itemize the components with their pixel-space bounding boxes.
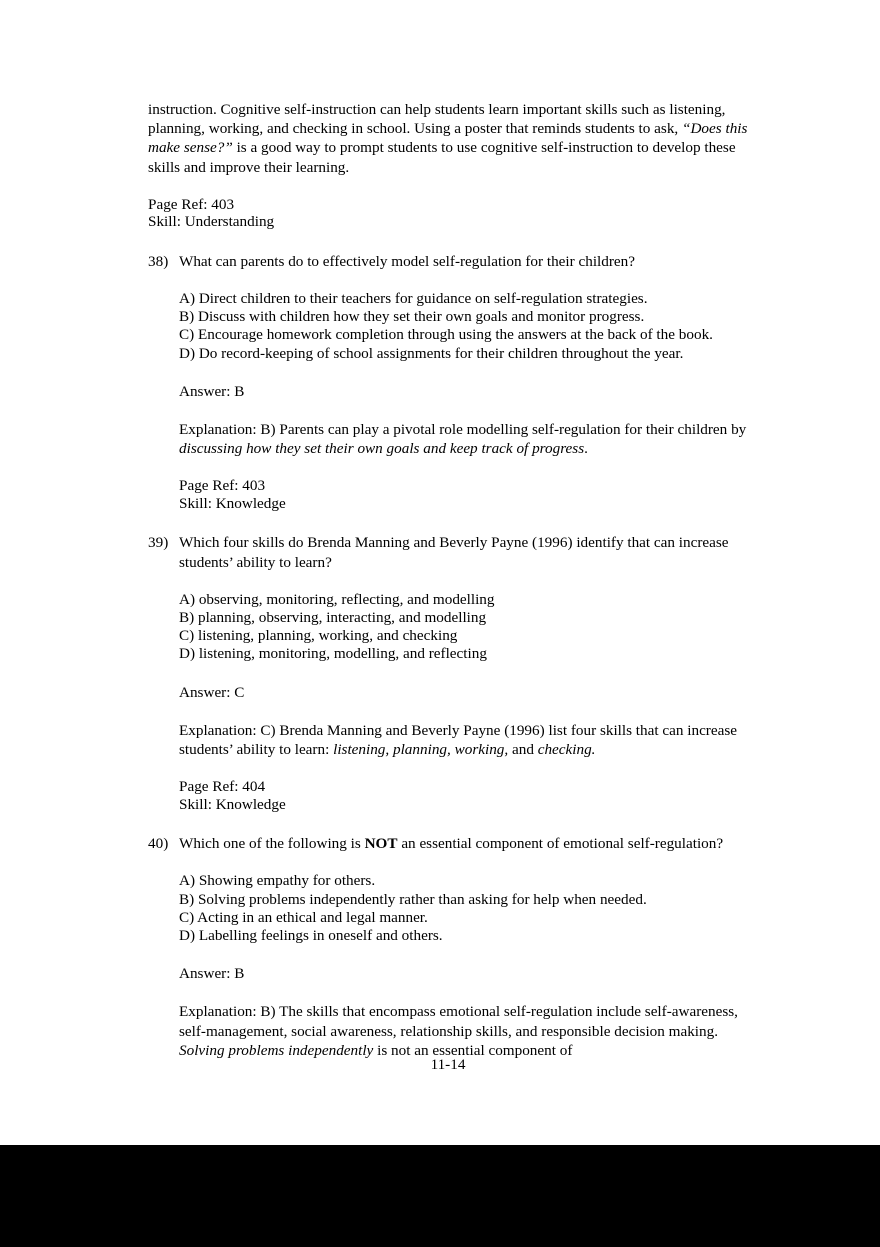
option-b[interactable]: B) Discuss with children how they set their own goals and monitor progress. — [179, 308, 645, 326]
question-39-answer: Answer: C — [179, 683, 245, 701]
explanation-tail: is not an essential component of — [377, 1041, 573, 1059]
question-39-skill: Skill: Knowledge — [179, 795, 286, 813]
continued-paragraph-text-after: is a good way to prompt students to use cognitive self-instruction to develop these skills and improve their learning. — [148, 139, 736, 176]
question-39 — [148, 533, 748, 571]
explanation-italic: discussing how they set their own goals and keep track of progress — [179, 440, 585, 458]
question-39-number: 39) — [148, 534, 169, 552]
question-38 — [148, 252, 748, 271]
explanation-tail: . — [584, 440, 588, 458]
question-40 — [148, 834, 748, 853]
page-content — [148, 100, 748, 1073]
question-38-skill: Skill: Knowledge — [179, 494, 286, 512]
explanation-lead: Explanation: C) Brenda Manning and Beverly Payne (1996) list four skills that can increase students’ ability to learn: — [179, 721, 737, 759]
option-c[interactable]: C) listening, planning, working, and checking — [179, 627, 458, 645]
option-b[interactable]: B) planning, observing, interacting, and modelling — [179, 609, 487, 627]
question-38-explanation — [148, 420, 748, 458]
explanation-mid: and — [511, 741, 534, 759]
explanation-italic-2: checking. — [537, 741, 596, 759]
question-40-explanation — [148, 1002, 748, 1060]
question-38-options — [148, 290, 748, 363]
question-38-number: 38) — [148, 252, 169, 270]
option-c[interactable]: C) Encourage homework completion through using the answers at the back of the book. — [179, 326, 713, 344]
explanation-lead: Explanation: B) The skills that encompass emotional self-regulation include self-awareness, self-management, social awareness, relationship skills, and responsible decision making. — [179, 1003, 738, 1040]
option-b[interactable]: B) Solving problems independently rather than asking for help when needed. — [179, 890, 647, 908]
option-d[interactable]: D) Labelling feelings in oneself and others. — [179, 927, 443, 945]
continued-paragraph — [148, 100, 748, 177]
question-40-options — [148, 872, 748, 945]
question-40-number: 40) — [148, 835, 169, 853]
continued-skill: Skill: Understanding — [148, 213, 275, 231]
question-40-text-after: an essential component of emotional self-regulation? — [401, 835, 724, 853]
question-40-text — [179, 835, 723, 852]
option-a[interactable]: A) Direct children to their teachers for guidance on self-regulation strategies. — [179, 290, 648, 308]
explanation-italic: listening, planning, working, — [333, 741, 509, 759]
question-39-text: Which four skills do Brenda Manning and Beverly Payne (1996) identify that can increase students’ ability to learn? — [179, 534, 729, 571]
option-a[interactable]: A) Showing empathy for others. — [179, 872, 376, 890]
question-39-explanation — [148, 721, 748, 759]
continued-paragraph-quote: “Does this make sense?” — [148, 120, 748, 157]
explanation-italic: Solving problems independently — [179, 1041, 374, 1059]
question-39-page-ref: Page Ref: 404 — [179, 778, 266, 796]
option-d[interactable]: D) Do record-keeping of school assignments for their children throughout the year. — [179, 344, 684, 362]
continued-page-ref: Page Ref: 403 — [148, 195, 235, 213]
question-38-page-ref: Page Ref: 403 — [179, 477, 266, 495]
page-number: 11-14 — [430, 1056, 466, 1073]
question-39-options — [148, 591, 748, 664]
bottom-black-band — [0, 1145, 880, 1247]
option-d[interactable]: D) listening, monitoring, modelling, and reflecting — [179, 645, 487, 663]
option-a[interactable]: A) observing, monitoring, reflecting, and modelling — [179, 590, 495, 608]
question-40-answer: Answer: B — [179, 965, 245, 983]
question-38-text: What can parents do to effectively model self-regulation for their children? — [179, 252, 636, 270]
question-40-bold: NOT — [364, 835, 398, 853]
question-38-answer: Answer: B — [179, 382, 245, 400]
question-40-text-before: Which one of the following is — [179, 835, 361, 853]
option-c[interactable]: C) Acting in an ethical and legal manner. — [179, 908, 428, 926]
explanation-lead: Explanation: B) Parents can play a pivotal role modelling self-regulation for their children by — [179, 421, 747, 439]
continued-paragraph-text-before: instruction. Cognitive self-instruction can help students learn important skills such as listening, planning, working, and checking in school. Using a poster that reminds students to ask, — [148, 101, 726, 138]
